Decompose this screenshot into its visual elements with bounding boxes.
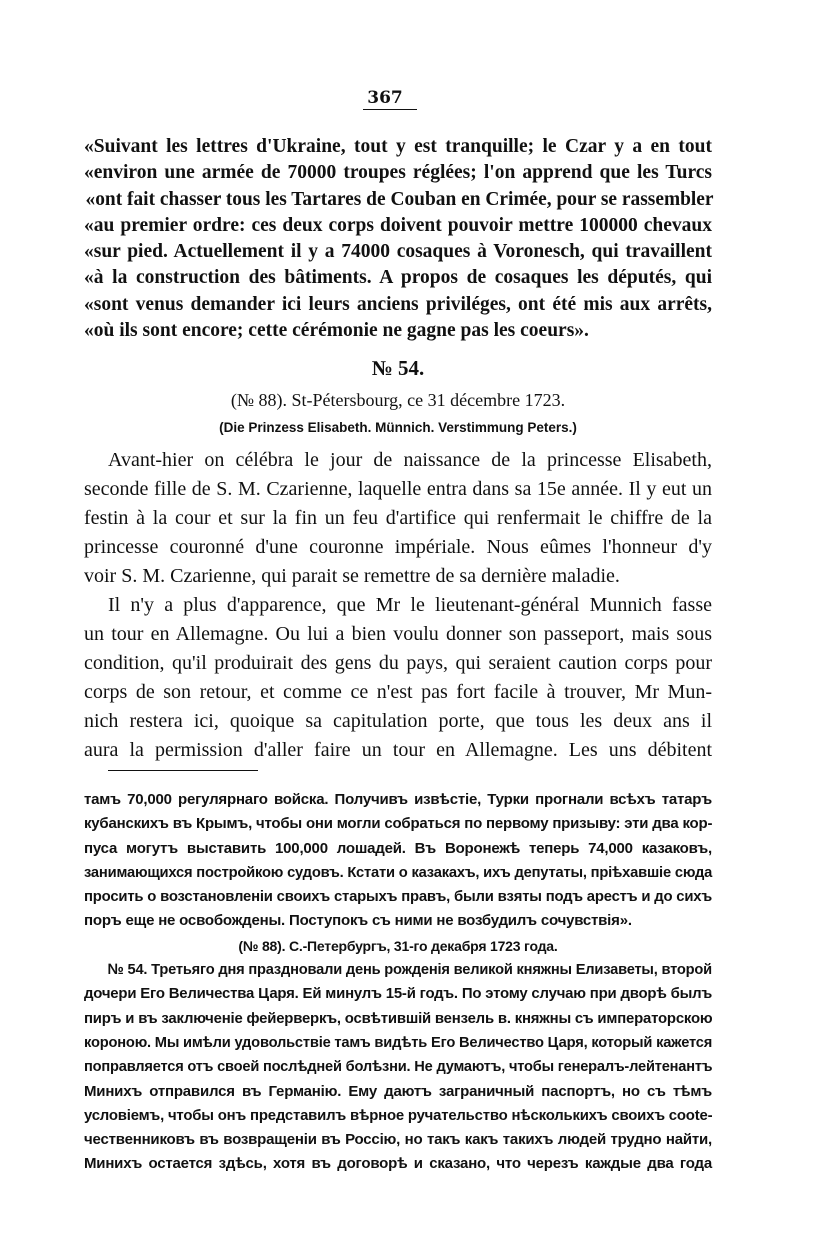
document-number: № 54. [371, 356, 425, 380]
body-line: seconde fille de S. M. Czarienne, laquelle entra dans sa 15e année. Il y eut un [84, 478, 712, 500]
body-line: aura la permission d'aller faire un tour en Allemagne. Les uns débitent [84, 739, 712, 761]
body-line: nich restera ici, quoique sa capitulation porte, que tous les deux ans il [84, 710, 712, 732]
ru-body-line: № 54. Третьяго дня праздновали день рожденія великой княжны Елизаветы, второй [107, 961, 712, 979]
ru-quote-line: просить о возстановленіи своихъ старыхъ правъ, были взяты подъ арестъ и до сихъ [84, 888, 712, 906]
body-line: Avant-hier on célébra le jour de naissance de la princesse Elisabeth, [108, 449, 712, 471]
quote-line: «environ une armée de 70000 troupes réglées; l'on apprend que les Turcs [84, 162, 712, 184]
ru-body-line: Минихъ остается здѣсь, хотя въ договорѣ и сказано, что черезъ каждые два года [84, 1155, 712, 1173]
quote-line: «Suivant les lettres d'Ukraine, tout y est tranquille; le Czar y a en tout [84, 136, 712, 157]
quote-line: «sont venus demander ici leurs anciens priviléges, ont été mis aux arrêts, [84, 293, 712, 315]
body-line: voir S. M. Czarienne, qui parait se remettre de sa dernière maladie. [84, 565, 620, 587]
french-quote [84, 134, 712, 344]
quote-line: «à la construction des bâtiments. A propos de cosaques les députés, qui [84, 267, 712, 289]
page-number-text: 367 [363, 88, 417, 110]
body-line: un tour en Allemagne. Ou lui a bien voulu donner son passeport, mais sous [84, 623, 712, 645]
quote-line: «sur pied. Actuellement il y a 74000 cosaques à Voronesch, qui travaillent [84, 241, 712, 263]
date-line: (№ 88). St-Pétersbourg, ce 31 décembre 1723. [230, 390, 566, 410]
quote-line: «au premier ordre: ces deux corps doivent pouvoir mettre 100000 chevaux [84, 214, 712, 236]
quote-line: «où ils sont encore; cette cérémonie ne gagne pas les coeurs». [84, 320, 589, 342]
ru-body-line: условіемъ, чтобы онъ представилъ вѣрное ручательство нѣсколькихъ своихъ соote- [84, 1106, 713, 1124]
ru-quote-line: занимающихся постройкою судовъ. Кстати о казакахъ, ихъ депутаты, пріѣхавшіе сюда [84, 863, 713, 881]
ru-quote-line: пуса могутъ выставить 100,000 лошадей. Въ Воронежѣ теперь 74,000 казаковъ, [84, 839, 712, 857]
ru-date-line: (№ 88). С.-Петербургъ, 31-го декабря 1723 года. [238, 937, 558, 954]
body-line: corps de son retour, et comme ce n'est pas fort facile à trouver, Mr Mun- [84, 681, 712, 703]
ru-body-line: дочери Его Величества Царя. Ей минулъ 15-й годъ. По этому случаю при дворѣ былъ [84, 985, 713, 1003]
ru-body-line: чественниковъ въ возвращеніи въ Россію, но такъ какъ такихъ людей трудно найти, [84, 1131, 712, 1149]
body-line: Il n'y a plus d'apparence, que Mr le lieutenant-général Munnich fasse [108, 594, 712, 616]
ru-body-line: короною. Мы имѣли удовольствіе тамъ видѣть Его Величество Царя, который кажется [84, 1033, 713, 1051]
footnote-divider [108, 770, 258, 771]
body-line: condition, qu'il produirait des gens du pays, qui seraient caution corps pour [84, 652, 712, 674]
ru-quote-line: поръ еще не освобождены. Поступокъ съ ними не возбудилъ сочувствія». [84, 912, 632, 930]
ru-body-line: поправляется отъ своей послѣдней болѣзни. Не думаютъ, чтобы генералъ-лейтенантъ [84, 1058, 713, 1076]
page-number [350, 88, 430, 108]
quote-line: «ont fait chasser tous les Tartares de Couban en Crimée, pour se rassembler [85, 188, 714, 210]
ru-quote-line: кубанскихъ въ Крымъ, чтобы они могли собраться по первому призыву: эти два кор- [84, 815, 713, 833]
french-body [84, 446, 712, 765]
body-line: princesse couronné d'une couronne impériale. Nous eûmes l'honneur d'y [84, 536, 712, 558]
russian-translation [84, 788, 712, 1177]
ru-quote-line: тамъ 70,000 регулярнаго войска. Получивъ извѣстіе, Турки прогнали всѣхъ татаръ [84, 791, 712, 808]
body-line: festin à la cour et sur la fin un feu d'artifice qui renfermait le chiffre de la [84, 507, 712, 529]
ru-body-line: пиръ и въ заключеніе фейерверкъ, освѣтившій вензель в. княжны съ императорскою [84, 1009, 713, 1027]
ru-body-line: Минихъ отправился въ Германію. Ему даютъ заграничный паспортъ, но съ тѣмъ [84, 1082, 712, 1100]
subtitle: (Die Prinzess Elisabeth. Münnich. Verstimmung Peters.) [219, 420, 577, 435]
